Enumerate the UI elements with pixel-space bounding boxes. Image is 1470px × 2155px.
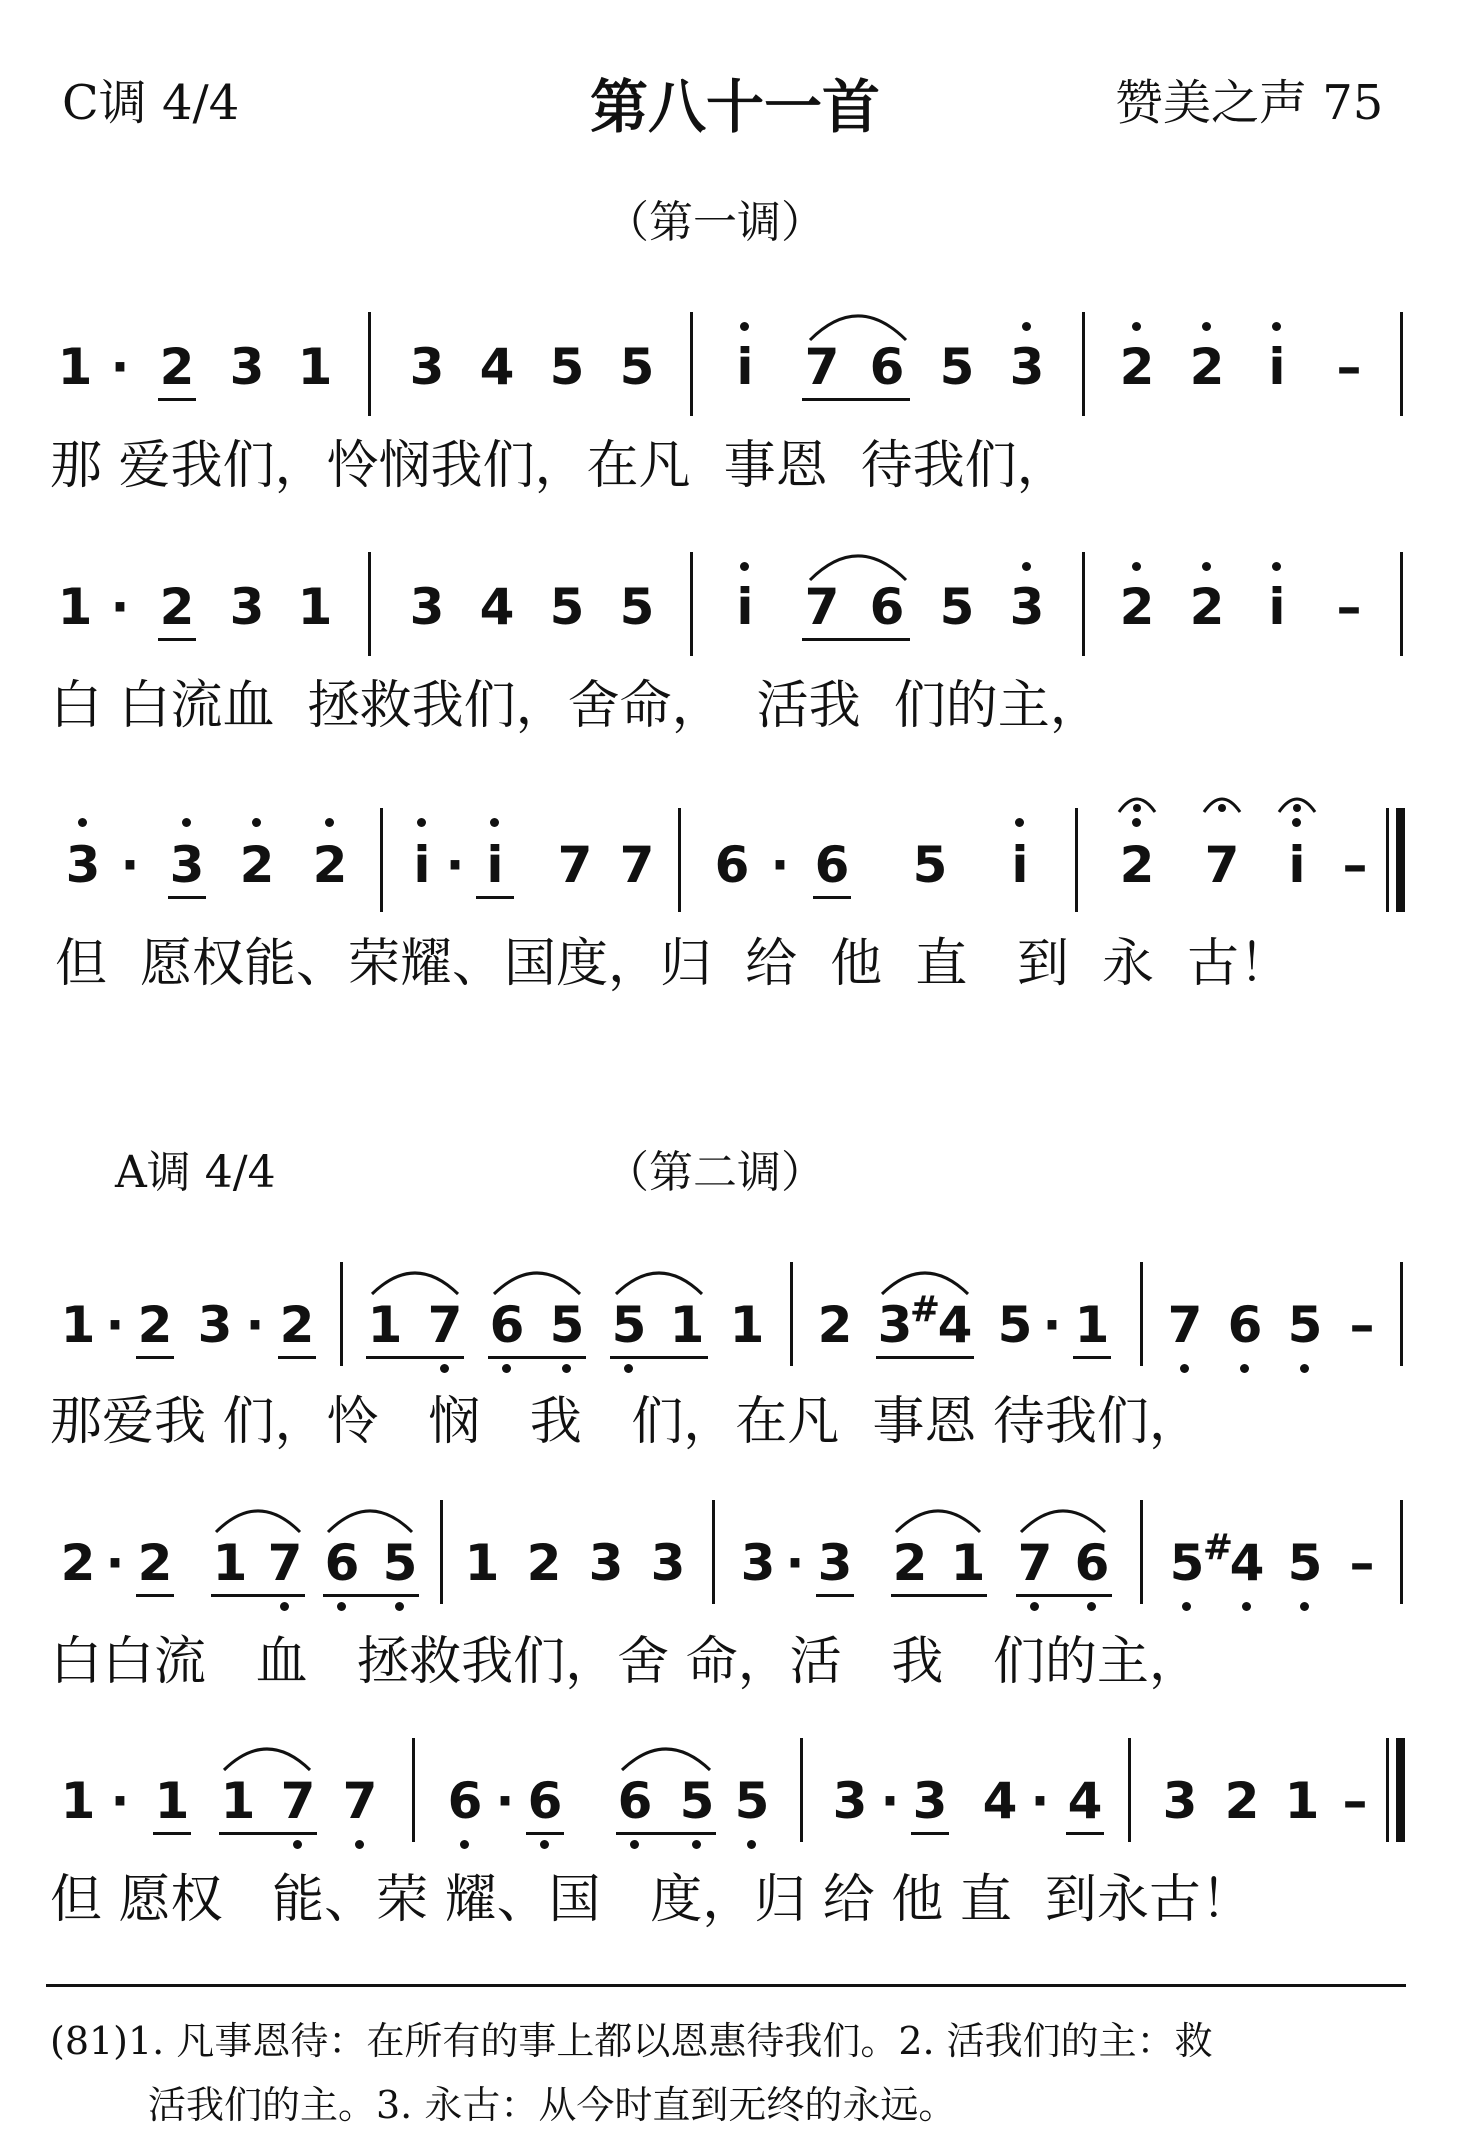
sharp-icon: # [1202, 1527, 1234, 1568]
note: 5 [619, 578, 655, 636]
note: 5 [997, 1296, 1033, 1354]
note: 7 [1167, 1296, 1203, 1354]
note: 2 [1189, 578, 1225, 636]
note: · [110, 578, 130, 636]
note: 6 [869, 338, 905, 396]
note: 5 [1169, 1534, 1205, 1592]
note: 1 [60, 1296, 96, 1354]
note: 5 [1287, 1296, 1323, 1354]
note: · [880, 1772, 900, 1830]
note: 5 [1287, 1534, 1323, 1592]
note: 6 [324, 1534, 360, 1592]
note: 5 [912, 836, 948, 894]
note: i [1288, 836, 1306, 894]
note: 3 [409, 338, 445, 396]
note: 3 [409, 578, 445, 636]
note: 2 [1224, 1772, 1260, 1830]
note: · [245, 1296, 265, 1354]
tune1-line2-lyrics: 白 白流血 拯救我们，舍命， 活我 们的主， [50, 676, 1102, 736]
note: i [486, 836, 504, 894]
note: 5 [611, 1296, 647, 1354]
note: 2 [137, 1534, 173, 1592]
note: 2 [60, 1534, 96, 1592]
note: – [1342, 836, 1368, 894]
note: 1 [57, 338, 93, 396]
tune1-line3-lyrics: 但 愿权能、荣耀、国度，归 给 他 直 到 永 古！ [55, 934, 1291, 994]
note: 5 [734, 1772, 770, 1830]
note: 6 [869, 578, 905, 636]
note: 2 [1189, 338, 1225, 396]
note: 1 [1284, 1772, 1320, 1830]
note: 3 [1009, 338, 1045, 396]
tune2-line2-lyrics: 白白流 血 拯救我们，舍 命，活 我 们的主， [50, 1632, 1201, 1692]
note: 3 [1009, 578, 1045, 636]
note: · [105, 1296, 125, 1354]
note: 7 [557, 836, 593, 894]
note: 2 [159, 578, 195, 636]
note: 3 [817, 1534, 853, 1592]
note: 6 [527, 1772, 563, 1830]
note: i [1011, 836, 1029, 894]
note: 7 [342, 1772, 378, 1830]
note: 2 [892, 1534, 928, 1592]
note: 7 [804, 338, 840, 396]
note: 7 [427, 1296, 463, 1354]
note: 4 [479, 578, 515, 636]
note: · [445, 836, 465, 894]
hymnal-source: 赞美之声 75 [1115, 75, 1384, 131]
note: i [1268, 338, 1286, 396]
note: 6 [714, 836, 750, 894]
note: · [120, 836, 140, 894]
note: 4 [479, 338, 515, 396]
tune2-line1-lyrics: 那爱我 们，怜 悯 我 们，在凡 事恩 待我们， [50, 1392, 1201, 1452]
note: 7 [1204, 836, 1240, 894]
note: 2 [1119, 836, 1155, 894]
note: 7 [619, 836, 655, 894]
note: 1 [220, 1772, 256, 1830]
note: 3 [740, 1534, 776, 1592]
fermata-icon [1202, 790, 1242, 814]
note: 2 [159, 338, 195, 396]
note: 6 [814, 836, 850, 894]
note: 1 [154, 1772, 190, 1830]
note: 3 [197, 1296, 233, 1354]
note: · [1030, 1772, 1050, 1830]
note: 7 [1017, 1534, 1053, 1592]
note: 5 [549, 578, 585, 636]
note: 2 [817, 1296, 853, 1354]
key-signature-c: C调 4/4 [62, 75, 240, 131]
note: 3 [832, 1772, 868, 1830]
note: 3 [65, 836, 101, 894]
note: 6 [489, 1296, 525, 1354]
note: 1 [60, 1772, 96, 1830]
note: 2 [526, 1534, 562, 1592]
note: 3 [877, 1296, 913, 1354]
fermata-icon [1277, 790, 1317, 814]
note: 5 [382, 1534, 418, 1592]
hymn-title: 第八十一首 [589, 73, 880, 141]
note: 2 [312, 836, 348, 894]
sharp-icon: # [909, 1289, 941, 1330]
note: 2 [239, 836, 275, 894]
note: 2 [137, 1296, 173, 1354]
footnote-divider [46, 1984, 1406, 1987]
note: 1 [212, 1534, 248, 1592]
tune1-label: （第一调） [605, 197, 825, 248]
note: · [770, 836, 790, 894]
key-signature-a: A调 4/4 [115, 1147, 276, 1198]
note: 1 [464, 1534, 500, 1592]
note: 6 [447, 1772, 483, 1830]
note: 5 [549, 338, 585, 396]
note: 1 [367, 1296, 403, 1354]
note: 1 [729, 1296, 765, 1354]
note: 3 [650, 1534, 686, 1592]
note: i [1268, 578, 1286, 636]
note: 7 [280, 1772, 316, 1830]
note: 3 [169, 836, 205, 894]
note: 7 [267, 1534, 303, 1592]
note: · [110, 1772, 130, 1830]
note: 5 [939, 578, 975, 636]
note: 1 [57, 578, 93, 636]
note: 4 [937, 1296, 973, 1354]
note: i [736, 338, 754, 396]
fermata-icon [1117, 790, 1157, 814]
note: 4 [1067, 1772, 1103, 1830]
note: 3 [229, 578, 265, 636]
note: 7 [804, 578, 840, 636]
note: 5 [619, 338, 655, 396]
note: 2 [1119, 338, 1155, 396]
note: – [1336, 338, 1362, 396]
footnote-line2: 活我们的主。3. 永古：从今时直到无终的永远。 [148, 2083, 957, 2127]
note: i [413, 836, 431, 894]
tune2-label: （第二调） [605, 1147, 825, 1198]
note: 2 [1119, 578, 1155, 636]
note: – [1342, 1772, 1368, 1830]
note: 4 [982, 1772, 1018, 1830]
note: 3 [229, 338, 265, 396]
tune2-line3-lyrics: 但 愿权 能、荣 耀、国 度，归 给 他 直 到永古！ [50, 1870, 1253, 1930]
note: 1 [297, 578, 333, 636]
note: – [1336, 578, 1362, 636]
footnote-line1: (81)1. 凡事恩待：在所有的事上都以恩惠待我们。2. 活我们的主：救 [50, 2019, 1213, 2063]
note: 5 [679, 1772, 715, 1830]
note: 5 [549, 1296, 585, 1354]
note: 2 [279, 1296, 315, 1354]
note: – [1349, 1296, 1375, 1354]
note: 5 [939, 338, 975, 396]
note: · [495, 1772, 515, 1830]
note: 6 [1074, 1534, 1110, 1592]
note: · [785, 1534, 805, 1592]
note: · [105, 1534, 125, 1592]
note: · [1042, 1296, 1062, 1354]
tune1-line1-lyrics: 那 爱我们，怜悯我们，在凡 事恩 待我们， [50, 436, 1069, 496]
note: 1 [669, 1296, 705, 1354]
note: i [736, 578, 754, 636]
note: 6 [1227, 1296, 1263, 1354]
note: 6 [617, 1772, 653, 1830]
note: 1 [1074, 1296, 1110, 1354]
note: · [110, 338, 130, 396]
note: 4 [1229, 1534, 1265, 1592]
note: 1 [297, 338, 333, 396]
note: – [1349, 1534, 1375, 1592]
note: 3 [1162, 1772, 1198, 1830]
note: 3 [912, 1772, 948, 1830]
note: 3 [588, 1534, 624, 1592]
note: 1 [950, 1534, 986, 1592]
